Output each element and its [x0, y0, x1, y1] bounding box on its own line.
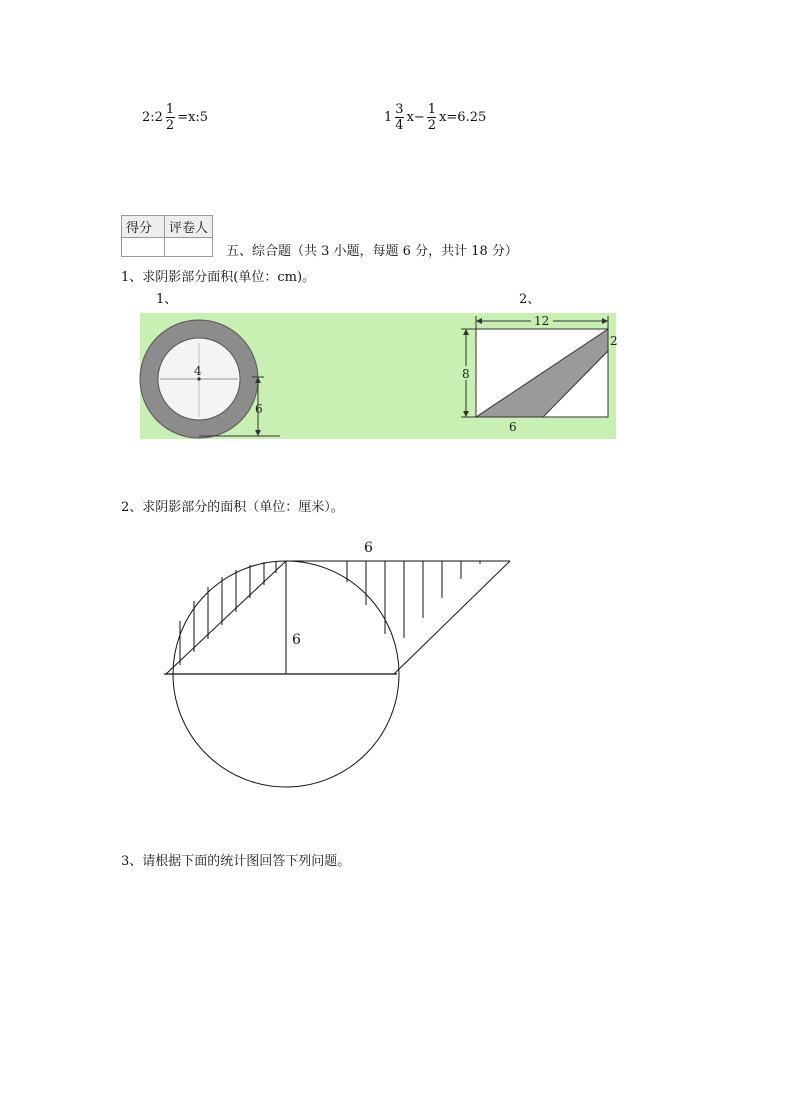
equation-2: [384, 102, 486, 133]
question-2-figure: [150, 530, 530, 800]
equation-1: [142, 102, 208, 133]
equation-2-mid: x−: [406, 110, 425, 125]
equation-1-lead: 2:2: [142, 110, 163, 125]
figure-label-top-6: 6: [364, 540, 373, 556]
left-dimension-arrow-top: [463, 329, 469, 335]
ring-figure: [140, 320, 280, 438]
left-dimension-arrow-bottom: [463, 411, 469, 417]
score-header: 得分: [122, 216, 165, 238]
rectangle-figure: [461, 314, 618, 434]
ring-label-6: 6: [255, 402, 263, 416]
top-dimension-arrow-right: [602, 318, 608, 324]
ring-height-arrow-bottom: [255, 430, 261, 436]
question-1-text: 1、求阴影部分面积(单位：cm)。: [121, 270, 316, 285]
fraction-denominator: 4: [395, 118, 404, 133]
equation-2-fraction-1: [394, 102, 404, 133]
question-3-text: 3、请根据下面的统计图回答下列问题。: [121, 854, 351, 869]
question-1-sub-1-label: 1、: [156, 292, 178, 307]
question-1-sub-2-label: 2、: [519, 292, 541, 307]
question-2-text: 2、求阴影部分的面积（单位：厘米）。: [121, 500, 344, 515]
question-1-figures: [140, 313, 616, 439]
rect-label-8: 8: [462, 367, 470, 381]
fraction-denominator: 2: [427, 118, 437, 133]
figure-label-mid-6: 6: [292, 632, 301, 648]
rect-label-6: 6: [509, 420, 517, 434]
right-hatch-lines: [347, 561, 480, 638]
grader-header: 评卷人: [165, 216, 213, 238]
grader-cell: [165, 238, 213, 257]
equation-2-tail: x=6.25: [439, 110, 487, 125]
score-box: [121, 215, 213, 257]
question-1-figure-strip: [140, 313, 616, 439]
equation-2-whole: 1: [384, 110, 393, 125]
equation-1-tail: =x:5: [177, 110, 209, 125]
fraction-numerator: 1: [427, 102, 437, 117]
section-title: 五、综合题（共 3 小题，每题 6 分，共计 18 分）: [226, 244, 518, 259]
ring-label-4: 4: [194, 364, 202, 378]
fraction-numerator: 1: [165, 102, 175, 117]
equation-1-fraction: [165, 102, 175, 133]
equation-2-fraction-2: [427, 102, 437, 133]
fraction-numerator: 3: [395, 102, 404, 117]
right-slant-line: [394, 561, 510, 674]
score-cell: [122, 238, 165, 257]
fraction-denominator: 2: [165, 118, 175, 133]
top-dimension-arrow-left: [476, 318, 482, 324]
rect-label-12: 12: [534, 314, 550, 328]
rect-label-2: 2: [610, 334, 618, 348]
